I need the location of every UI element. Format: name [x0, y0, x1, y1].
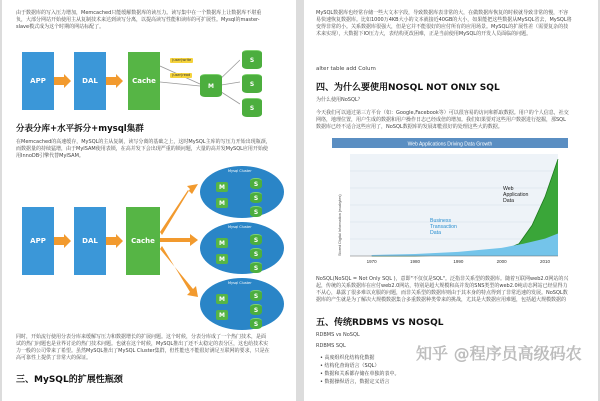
dal-box: DAL — [74, 52, 106, 110]
list-item: • 结构化查询语言（SQL） — [320, 363, 380, 369]
text-line: 用InnoDB引擎代替MyISAM。 — [16, 153, 84, 159]
write-tag: (user)write — [172, 58, 192, 62]
master-node: M — [216, 198, 228, 208]
text-line: slave模式成为这个时期的网站标配了。 — [16, 24, 105, 30]
text-line: 负，大部分网站开始使用主从复制技术来达到读写分离，以提高读写性能和读库的可扩展性。Mysql的master- — [16, 17, 260, 23]
text-line: 在Memcached的高速缓存，MySQL的主从复制，读写分离的基础之上，这时MySQL主库的写压力开始出现瓶颈， — [16, 139, 271, 145]
cache-box: Cache — [128, 52, 160, 110]
connector-arrows — [160, 180, 200, 320]
right-page — [304, 0, 598, 401]
chart-title: Web Applications Driving Data Growth — [407, 141, 493, 148]
dal-box: DAL — [74, 207, 106, 275]
slave-db: S — [242, 98, 262, 117]
master-node: M — [216, 254, 228, 264]
x-axis-ticks — [350, 256, 558, 264]
text-line: 而数据量的持续猛增，由于MyISAM使用表锁，在高并发下会出现严重的锁问题，大量的高并发MySQL应用开始使 — [16, 146, 268, 152]
x-tick-label: 2000 — [496, 259, 507, 264]
slave-node: S — [250, 318, 262, 329]
slave-db: S — [242, 50, 262, 69]
text-line: 由于数据库的写入压力增加，Memcached只能缓解数据库的读压力。读写集中在一个数据库上让数据库不堪重 — [16, 10, 262, 16]
text-line: 同时，开始流行使用分表分库来缓解写压力和数据增长的扩展问题。这个时候，分表分库成了一个热门技术，是面 — [16, 334, 267, 340]
slave-node: S — [250, 178, 262, 189]
read-tag: (user)read — [172, 73, 191, 77]
text-line: MySQL数据库也经常存储一些大文本字段，导致数据库表非常的大，在做数据库恢复的时候就导致非常的慢，不容 — [316, 10, 569, 16]
text-line: 力一般的公司带来了希望。虽然MySQL推出了MySQL Cluster集群，但性能也不能很好满足互联网的要求，只是在 — [16, 348, 270, 354]
cluster-title: Mysql Cluster — [228, 225, 252, 229]
master-db: M — [200, 74, 222, 97]
text-line: 变得非常的小。关系数据库很强大，但是它并不能很好的应付所有的应用场景。MySQL的扩展性差（需要复杂的技 — [316, 24, 569, 30]
arrow-right-icon — [54, 234, 72, 248]
slave-node: S — [250, 192, 262, 203]
arrow-right-icon — [106, 74, 124, 88]
annotation-business: Business Transaction Data — [430, 218, 457, 236]
data-growth-chart — [332, 138, 568, 270]
slave-node: S — [250, 206, 262, 217]
code-line: alter table add Colum — [316, 66, 376, 72]
text-line: 起，传统的关系数据库在应付web2.0网站，特别是超大规模和高并发的SNS类型的web2.0纯动态网站已经显得力 — [316, 283, 568, 289]
text-line: 今天我们可以通过第三方平台（如：Google,Facebook等）可以很容易的访问和抓取数据。用户的个人信息，社交 — [316, 110, 569, 116]
chart-svg — [332, 138, 568, 270]
subheading-why: 为什么使用NoSQL？ — [316, 97, 363, 103]
text-line: 试的热门问题也是业界讨论的热门技术问题。也就在这个时候，MySQL推出了还不太稳定的表分区，这也给技术实 — [16, 341, 269, 347]
annotation-web: Web Application Data — [503, 186, 529, 204]
subheading-rdbms-sql: RDBMS SQL — [316, 343, 346, 349]
text-line: 据库的产生就是为了解决大规模数据集合多重数据种类带来的挑战，尤其是大数据应用难题，包括超大规模数据的 — [316, 297, 567, 303]
mysql-cluster — [200, 222, 284, 274]
text-line: NoSQL(NoSQL = Not Only SQL )，意即"不仅仅是SQL"。泛指非关系型的数据库。随着互联网web2.0网站的兴 — [316, 276, 569, 282]
x-tick-label: 1990 — [453, 259, 464, 264]
cache-box: Cache — [126, 207, 160, 275]
mysql-cluster — [200, 166, 284, 218]
heading-why-nosql: 四、为什么要使用NOSQL NOT ONLY SQL — [316, 83, 500, 93]
list-item: • 数据和关系都存储在单独的表中。 — [320, 371, 400, 377]
slave-db: S — [242, 74, 262, 93]
text-line: 数据库已经不适合这些应用了，NoSQL数据库的发展却能很好的处理这些大的数据。 — [316, 124, 503, 130]
heading-mysql-bottleneck: 三、MySQL的扩展性瓶颈 — [16, 375, 123, 385]
y-axis-label: Stored Digital Information (exabytes) — [338, 194, 342, 256]
slave-node: S — [250, 248, 262, 259]
x-tick-label: 1980 — [409, 259, 421, 264]
list-item: • 高度组织化结构化数据 — [320, 355, 375, 361]
cluster-title: Mysql Cluster — [228, 281, 252, 285]
master-node: M — [216, 182, 228, 192]
x-tick-label: 1970 — [366, 259, 377, 264]
left-page — [2, 0, 296, 401]
text-line: 网络，地理位置，用户生成的数据和用户操作日志已经成倍的增加。我们如果要对这些用户数据进行挖掘，那SQL — [316, 117, 566, 123]
list-item: • 数据操纵语言，数据定义语言 — [320, 379, 390, 385]
subheading-rdbms-vs-nosql: RDBMS vs NoSQL — [316, 332, 360, 338]
arrow-right-icon — [106, 234, 124, 248]
text-line: 高可靠性上提供了非常大的保证。 — [16, 355, 92, 361]
cluster-title: Mysql Cluster — [228, 169, 252, 173]
text-line: 易快速恢复数据库。比如1000万4KB大小的文本就接近40GB的大小，如果能把这些数据从MySQL省去，MySQL将 — [316, 17, 572, 23]
mysql-cluster — [200, 278, 284, 330]
slave-node: S — [250, 304, 262, 315]
heading-rdbms-vs-nosql: 五、传统RDBMS VS NOSQL — [316, 318, 444, 328]
master-node: M — [216, 310, 228, 320]
slave-node: S — [250, 290, 262, 301]
master-node: M — [216, 238, 228, 248]
slave-node: S — [250, 262, 262, 273]
master-node: M — [216, 294, 228, 304]
slave-node: S — [250, 234, 262, 245]
heading-sharding: 分表分库+水平拆分+mysql集群 — [16, 124, 144, 134]
app-box: APP — [22, 52, 54, 110]
text-line: 术来实现），大数据下IO压力大，表结构更改困难，正是当前使用MySQL的开发人员面临的问题。 — [316, 31, 532, 37]
x-tick-label: 2010 — [539, 259, 551, 264]
text-line: 不从心，暴露了很多难以克服的问题，而非关系型的数据库则由于其本身的特点得到了非常迅速的发展。NoSQL数 — [316, 290, 568, 296]
app-box: APP — [22, 207, 54, 275]
arrow-right-icon — [54, 74, 72, 88]
watermark: 知乎 @程序员高级码农 — [416, 344, 582, 363]
